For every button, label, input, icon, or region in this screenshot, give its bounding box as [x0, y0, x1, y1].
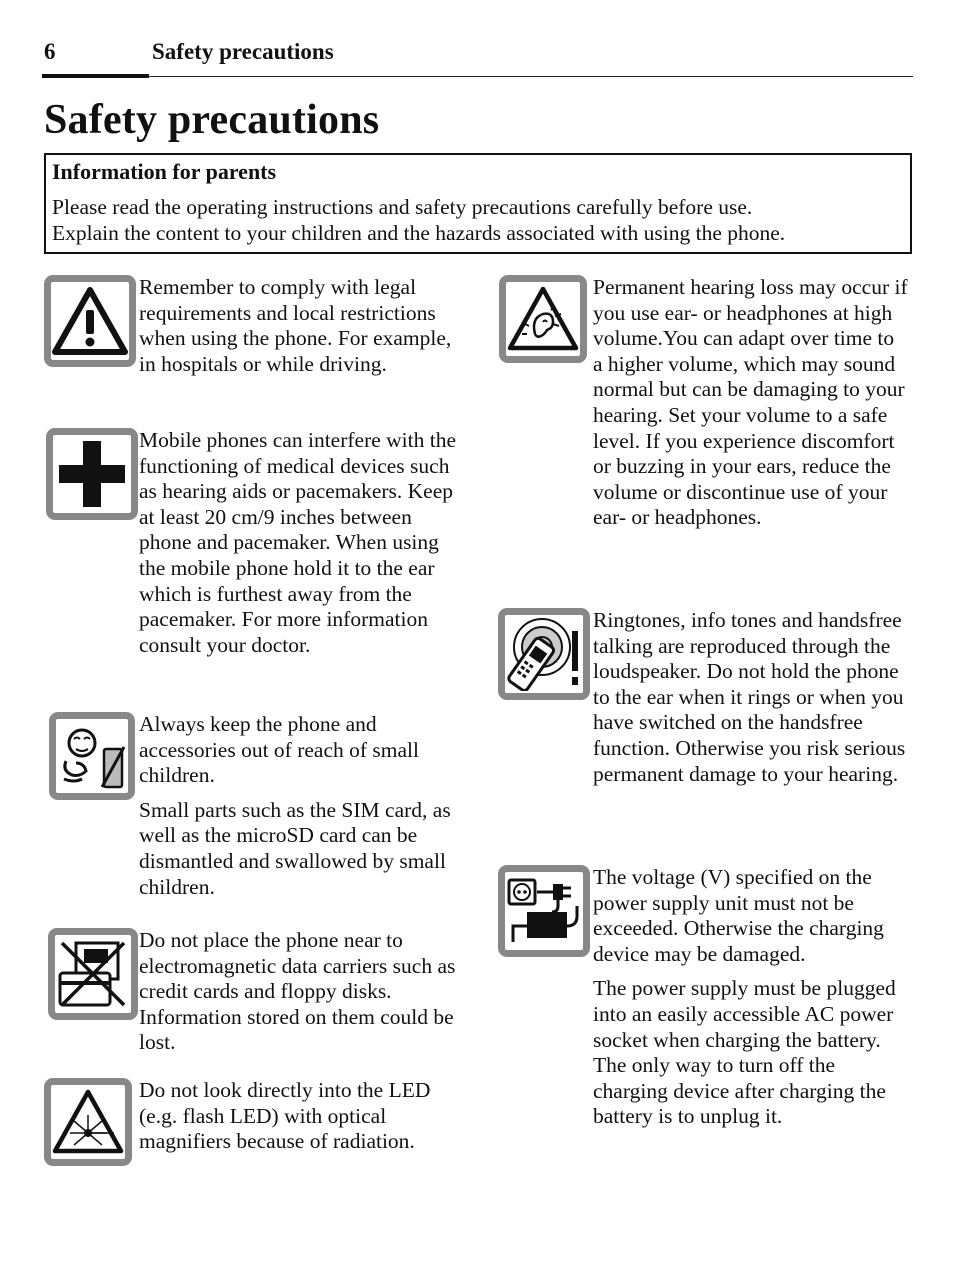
- safety-text: [139, 428, 459, 658]
- loudspeaker-warning-icon: [498, 608, 590, 700]
- hearing-loss-icon: [499, 275, 587, 363]
- info-box-line: Explain the content to your children and the hazards associated with using the phone.: [52, 221, 786, 245]
- info-box-title: Information for parents: [52, 159, 277, 184]
- no-magnetic-media-icon: [48, 928, 138, 1020]
- info-box-line: Please read the operating instructions and safety precautions carefully before use.: [52, 195, 753, 219]
- safety-paragraph: Small parts such as the SIM card, as well as the microSD card can be dismantled and swallowed by small children.: [139, 797, 451, 899]
- safety-paragraph: The voltage (V) specified on the power supply unit must not be exceeded. Otherwise the charging device may be damaged.: [593, 865, 884, 966]
- safety-text: [593, 608, 908, 787]
- power-supply-icon: [498, 865, 590, 957]
- header-rule: [42, 76, 913, 77]
- running-title: Safety precautions: [152, 39, 334, 64]
- info-box: [44, 153, 912, 254]
- safety-paragraph: Permanent hearing loss may occur if you use ear- or headphones at high volume.You can adapt over time to a higher volume, which may sound normal but can be damaging to your hearing. Set your volume to a safe level. If you experience discomfort or buzzing in your ears, reduce the volume or discontinue use of your ear- or headphones.: [593, 275, 908, 530]
- safety-text: [593, 865, 908, 1130]
- warning-icon: [44, 275, 136, 367]
- safety-text: [593, 275, 908, 531]
- laser-warning-icon: [44, 1078, 132, 1166]
- page-title: Safety precautions: [44, 97, 380, 143]
- safety-paragraph: Do not place the phone near to electromagnetic data carriers such as credit cards and floppy disks. Information stored on them could be lost.: [139, 928, 456, 1055]
- safety-paragraph: Remember to comply with legal requirements and local restrictions when using the phone. For example, in hospitals or while driving.: [139, 275, 452, 376]
- page-header: [42, 36, 913, 78]
- safety-paragraph: Always keep the phone and accessories out of reach of small children.: [139, 712, 419, 788]
- safety-text: [139, 928, 459, 1056]
- safety-text: [139, 712, 459, 900]
- child-safety-icon: [49, 712, 135, 800]
- safety-paragraph: Mobile phones can interfere with the functioning of medical devices such as hearing aids or pacemakers. Keep at least 20 cm/9 inches between phone and pacemaker. When using the mobile phone hold it to the ear which is furthest away from the pacemaker. For more information consult your doctor.: [139, 428, 457, 657]
- safety-paragraph: The power supply must be plugged into an easily accessible AC power socket when charging the battery. The only way to turn off the charging device after charging the battery is to unplug it.: [593, 976, 896, 1129]
- page-number: 6: [44, 39, 56, 64]
- header-rule-accent: [42, 74, 149, 78]
- safety-text: [139, 275, 459, 377]
- safety-paragraph: Ringtones, info tones and handsfree talking are reproduced through the loudspeaker. Do not hold the phone to the ear when it rings or when you have switched on the handsfree function. Otherwise you risk serious permanent damage to your hearing.: [593, 608, 906, 786]
- safety-text: [139, 1078, 459, 1155]
- safety-paragraph: Do not look directly into the LED (e.g. flash LED) with optical magnifiers because of radiation.: [139, 1078, 431, 1154]
- medical-cross-icon: [46, 428, 138, 520]
